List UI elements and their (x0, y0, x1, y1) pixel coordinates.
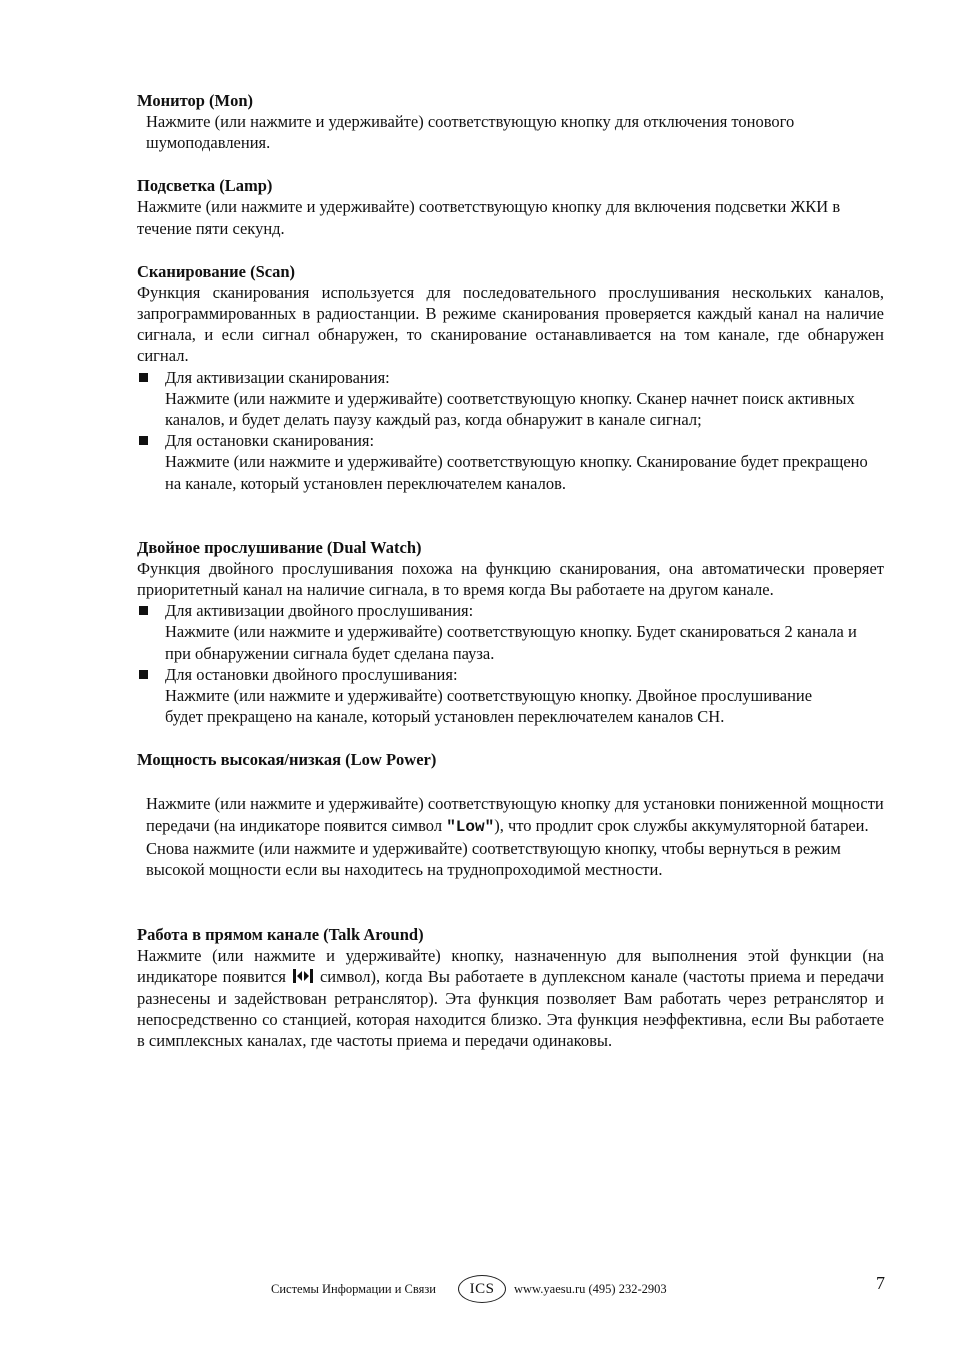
list-item-label: Для остановки двойного прослушивания: (165, 664, 458, 684)
list-item (137, 664, 884, 728)
text-before: Нажмите (или нажмите и удерживайте) кнопку, назначенную для выполнения этой функции (на индикаторе появится (137, 946, 884, 987)
list-item-label: Для активизации сканирования: (165, 367, 390, 387)
section-title: Мощность высокая/низкая (Low Power) (137, 750, 437, 770)
list-item-text: Нажмите (или нажмите и удерживайте) соответствующую кнопку. Сканирование будет прекращено на канале, который установлен переключателем каналов. (165, 452, 868, 493)
section-text: Функция сканирования используется для последовательного прослушивания нескольких каналов, запрограммированных в радиостанции. В режиме сканирования проверяется каждый канал на наличие сигнала, и если сигнал обнаружен, то сканирование останавливается на том канале, где обнаружен сигнал. (137, 282, 884, 366)
scan-list (137, 367, 884, 494)
footer-company: Системы Информации и Связи (271, 1282, 436, 1296)
ics-logo: ICS (458, 1275, 506, 1303)
list-item (137, 430, 884, 494)
list-item (137, 367, 884, 431)
section-monitor (137, 90, 884, 153)
talk-around-icon (292, 967, 314, 985)
section-title: Двойное прослушивание (Dual Watch) (137, 537, 422, 557)
list-item-text: Нажмите (или нажмите и удерживайте) соответствующую кнопку. Будет сканироваться 2 канала и при обнаружении сигнала будет сделана пауза. (165, 622, 857, 663)
bullet-square-icon (139, 436, 148, 445)
section-scan (137, 261, 884, 494)
list-item-text: Нажмите (или нажмите и удерживайте) соответствующую кнопку. Двойное прослушивание будет прекращено на канале, который установлен переключателем каналов CH. (165, 686, 813, 727)
text-after: символ), когда Вы работаете в дуплексном канале (частоты приема и передачи разнесены и задействован ретранслятор). Эта функция позволяет Вам работать через ретранслятор и непосредственно со станцией, которая находится близко. Эта функция неэффективна, если Вы работаете в симплексных каналах, где частоты приема и передачи одинаковы. (137, 967, 884, 1051)
list-item-label: Для активизации двойного прослушивания: (165, 601, 474, 621)
page-number: 7 (876, 1273, 885, 1293)
bullet-square-icon (139, 373, 148, 382)
section-text: Функция двойного прослушивания похожа на функцию сканирования, она автоматически проверяет приоритетный канал на наличие сигнала, в то время когда Вы работаете на другом канале. (137, 558, 884, 600)
bullet-square-icon (139, 606, 148, 615)
document-body (137, 90, 884, 1051)
low-symbol: "Low" (446, 817, 495, 836)
list-item-label: Для остановки сканирования: (165, 431, 375, 451)
section-talk-around (137, 924, 884, 1051)
bullet-square-icon (139, 670, 148, 679)
text-after: ), что продлит срок службы аккумуляторной батареи. Снова нажмите (или нажмите и удерживайте) соответствующую кнопку, чтобы вернуться в режим высокой мощности если вы находитесь на труднопроходимой местности. (146, 815, 869, 880)
section-title: Сканирование (Scan) (137, 261, 295, 281)
list-item-text: Нажмите (или нажмите и удерживайте) соответствующую кнопку. Сканер начнет поиск активных каналов, и будет делать паузу каждый раз, когда обнаружит в канале сигнал; (165, 388, 855, 430)
footer-contacts: www.yaesu.ru (495) 232-2903 (514, 1282, 667, 1296)
section-title: Монитор (Mon) (137, 91, 254, 110)
section-title: Подсветка (Lamp) (137, 176, 273, 196)
section-low-power (137, 749, 884, 880)
section-title: Работа в прямом канале (Talk Around) (137, 925, 424, 945)
section-text (137, 945, 884, 1051)
section-text: Нажмите (или нажмите и удерживайте) соответствующую кнопку для включения подсветки ЖКИ в течение пяти секунд. (137, 197, 841, 238)
list-item (137, 600, 884, 664)
section-text: Нажмите (или нажмите и удерживайте) соответствующую кнопку для отключения тонового шумоподавления. (146, 112, 795, 153)
section-text (137, 793, 886, 880)
dual-list (137, 600, 884, 727)
section-lamp (137, 175, 884, 238)
text-before: Нажмите (или нажмите и удерживайте) соответствующую кнопку для установки пониженной мощности передачи (на индикаторе появится символ (146, 794, 884, 835)
section-dual-watch (137, 537, 884, 728)
page-footer (271, 1272, 741, 1306)
